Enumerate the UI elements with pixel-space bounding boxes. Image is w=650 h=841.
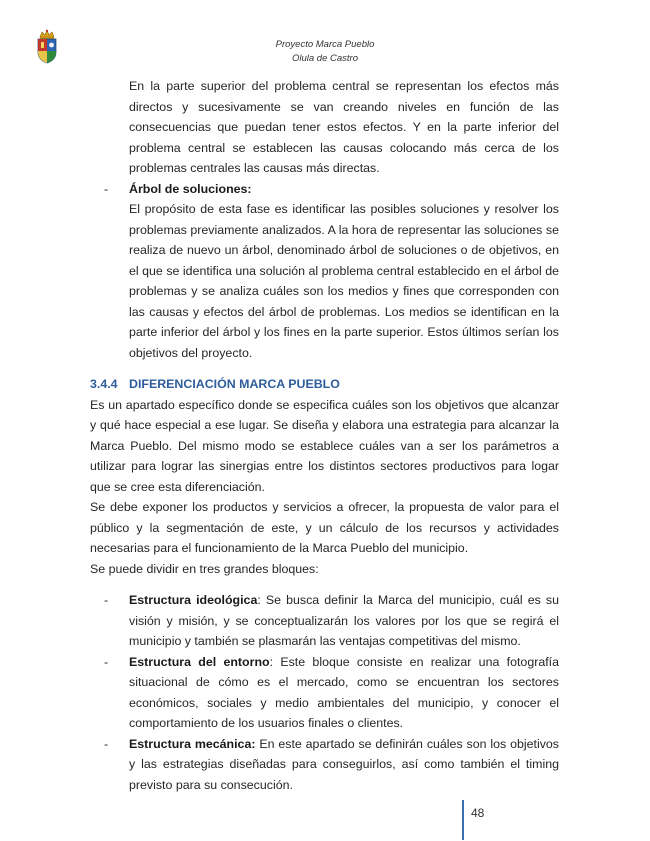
page-number: 48 [471, 806, 485, 820]
header-municipality: Olula de Castro [291, 53, 358, 64]
block-text: : Se busca definir la Marca del municipio, cuál es su visión y misión, y se conceptualizarán los valores por los que se regirá el municipio y también se plasmarán las ventajas competitivas del mismo. [129, 593, 559, 648]
paragraph: Se debe exponer los productos y servicios a ofrecer, la propuesta de valor para el público y la segmentación de este, y un cálculo de los recursos y actividades necesarias para el funcionamiento de la Marca Pueblo del municipio. [90, 500, 559, 555]
document-header [0, 38, 650, 66]
paragraph: Es un apartado específico donde se especifica cuáles son los objetivos que alcanzar y qué hace especial a ese lugar. Se diseña y elabora una estrategia para alcanzar la Marca Pueblo. Del mismo modo se establece cuáles van a ser los parámetros a utilizar para lograr las sinergias entre los distintos sectores productivos para logar que se cree esta diferenciación. [90, 397, 559, 494]
section-title: DIFERENCIACIÓN MARCA PUEBLO [129, 377, 340, 391]
solutions-tree-item [90, 179, 559, 364]
solutions-tree-text: El propósito de esta fase es identificar las posibles soluciones y resolver los problemas previamente analizados. A la hora de representar las soluciones se realiza de nuevo un árbol, denominado árbol de soluciones o de objetivos, en el que se identifica una solución al problema central establecido en el árbol de problemas y se analiza cuáles son los medios y fines que corresponden con las causas y efectos del árbol de problemas. Los medios se identifican en la parte inferior del árbol y los fines en la parte superior. Estos últimos serían los objetivos del proyecto. [129, 202, 559, 360]
list-item-mechanical-structure [90, 734, 559, 796]
section-number: 3.4.4 [90, 377, 118, 391]
problem-tree-paragraph: En la parte superior del problema central se representan los efectos más directos y sucesivamente se van creando niveles en función de las consecuencias que puedan tener estos efectos. Y en la parte inferior del problema central se establecen las causas colocando más cerca de los problemas centrales las causas más directas. [129, 79, 559, 175]
block-text: En este apartado se definirán cuáles son los objetivos y las estrategias diseñadas para conseguirlos, así como también el timing previsto para su consecución. [129, 736, 559, 792]
footer-divider [462, 800, 464, 840]
section-heading [90, 374, 559, 395]
header-project-title: Proyecto Marca Pueblo [275, 39, 375, 50]
solutions-tree-title: Árbol de soluciones: [129, 181, 252, 196]
list-dash: - [104, 736, 109, 751]
block-title: Estructura mecánica: [129, 736, 256, 751]
document-body [90, 76, 559, 795]
list-item-ideological-structure [90, 590, 559, 652]
block-title: Estructura del entorno [129, 654, 270, 669]
list-item-environment-structure [90, 652, 559, 734]
block-title: Estructura ideológica [129, 593, 258, 607]
list-dash: - [104, 181, 109, 196]
block-text: : Este bloque consiste en realizar una fotografía situacional de cómo es el mercado, como se encuentran los sectores económicos, sociales y medio ambientales del municipio, y conocer el comportamiento de los usuarios finales o clientes. [129, 654, 560, 730]
paragraph: Se puede dividir en tres grandes bloques: [90, 561, 319, 576]
list-dash: - [104, 593, 109, 607]
list-dash: - [104, 654, 109, 669]
